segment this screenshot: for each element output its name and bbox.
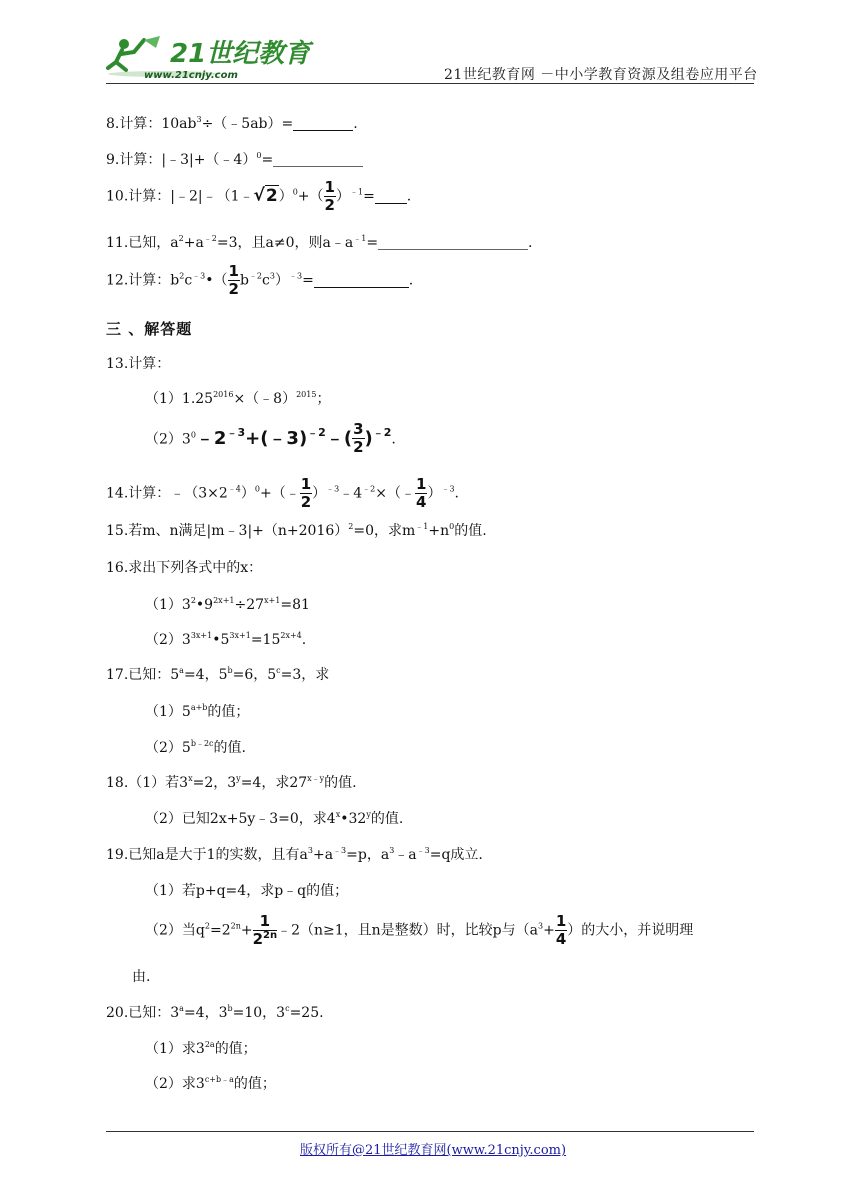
question-13-title: 13.计算： (106, 356, 171, 372)
logo-url: www.21cnjy.com (144, 70, 238, 81)
question-12: 12.计算：$b^2c^{﹣3}•$（ $\frac{1}{2}$ $b^{﹣2}c^3)^{﹣3}=$ . (106, 262, 414, 298)
question-8: 8.计算：$10ab^3\div(﹣5ab)=$ . (106, 115, 358, 132)
question-16-part-1: $(1)3^2•9^{2x+1}\div 27^{x+1}=81$ (145, 596, 310, 613)
answer-blank[interactable] (314, 273, 409, 288)
question-19-title: 19.已知a是大于1的实数，且有$a^3+a^{﹣3}=p$，$a^3﹣a^{﹣3}=q$成立. (106, 846, 483, 863)
fraction: $\frac{1}{2}$ (228, 262, 239, 298)
question-17-part-1: $(1)5^{a+b}$的值； (145, 703, 250, 720)
logo-text: 21世纪教育 (170, 39, 311, 69)
site-slogan: 21世纪教育网 －中小学教育资源及组卷应用平台 (444, 67, 758, 83)
question-19-part-2-continued: 由. (132, 969, 151, 985)
fraction: $\frac{1}{4}$ (555, 912, 567, 948)
question-9: 9.计算：|﹣3|+（﹣4）$^0$= (106, 151, 363, 169)
question-10: 10.计算：|﹣2|﹣（1﹣√2）$^0$+（ $\frac{1}{2}$ ）$^{﹣1}$= . (106, 178, 412, 214)
answer-blank[interactable] (293, 116, 353, 131)
question-19-part-1: （1）若p+q=4，求p﹣q的值； (145, 883, 349, 899)
answer-blank[interactable] (378, 235, 528, 250)
copyright-link[interactable]: 版权所有@21世纪教育网(www.21cnjy.com) (300, 1143, 567, 1158)
header-divider (106, 83, 754, 84)
question-18-part-1: 18.（1）若$3^x=2$，$3^y=4$，求$27^{x﹣y}$的值. (106, 774, 357, 791)
question-16-title: 16.求出下列各式中的x： (106, 560, 263, 576)
question-17-part-2: $(2)5^{b﹣2c}$的值. (145, 739, 246, 756)
question-20-title: 20.已知：$3^a=4$，$3^b=10$，$3^c=25$. (106, 1004, 324, 1021)
question-16-part-2: $(2)3^{3x+1}•5^{3x+1}=15^{2x+4}$. (145, 631, 307, 648)
question-20-part-2: （2）求$3^{c+b﹣a}$的值； (145, 1075, 276, 1092)
answer-blank[interactable] (273, 152, 363, 167)
question-13-part-1: $(1)1.25^{2016}\times(﹣8)^{2015}$； (145, 390, 331, 407)
question-14: 14.计算：$﹣(3\times 2^{﹣4})^0+(﹣$ $\frac{1}{2}$ ）$^{﹣3}﹣4^{﹣2}\times(﹣$ $\frac{1}{4}$ ）$^{﹣3}$. (106, 475, 459, 511)
fraction: $\frac{1}{4}$ (416, 475, 427, 511)
fraction: $\frac{3}{2}$ (353, 420, 364, 456)
section-heading: 三 、解答题 (106, 320, 193, 338)
sqrt-symbol: √2 (253, 185, 278, 206)
site-logo (104, 34, 311, 84)
footer-divider (106, 1131, 754, 1132)
fraction: $\frac{1}{2}$ (324, 178, 335, 214)
question-17-title: 17.已知：$5^a=4$，$5^b=6$，$5^c=3$，求 (106, 666, 330, 683)
question-15: 15.若m、n满足$|m﹣3|+(n+2016)^2=0$，求$m^{﹣1}+n^0$的值. (106, 522, 487, 539)
question-13-part-2: $(2)3^0﹣2^{﹣3}+(﹣3)^{﹣2}﹣$( $\frac{3}{2}$ )$^{﹣2}$. (145, 420, 396, 456)
fraction: $\frac{1}{2^{2n}}$ (252, 912, 278, 948)
question-19-part-2: （2）当$q^2=2^{2n}+$ $\frac{1}{2^{2n}}$ ﹣2（n≥1，且n是整数）时，比较p与（$a^3+$ $\frac{1}{4}$ ）的大小，并说明理 (145, 912, 694, 948)
question-11: 11.已知，$a^2+a^{﹣2}=3$，且a≠0，则$a﹣a^{﹣1}=$ . (106, 234, 533, 251)
answer-blank[interactable] (375, 189, 407, 204)
runner-logo-icon (104, 34, 311, 84)
question-20-part-1: （1）求$3^{2a}$的值； (145, 1040, 257, 1057)
question-18-part-2: （2）已知2x+5y﹣3=0，求4$^x$•32$^y$的值. (145, 810, 404, 827)
fraction: $\frac{1}{2}$ (300, 475, 312, 511)
